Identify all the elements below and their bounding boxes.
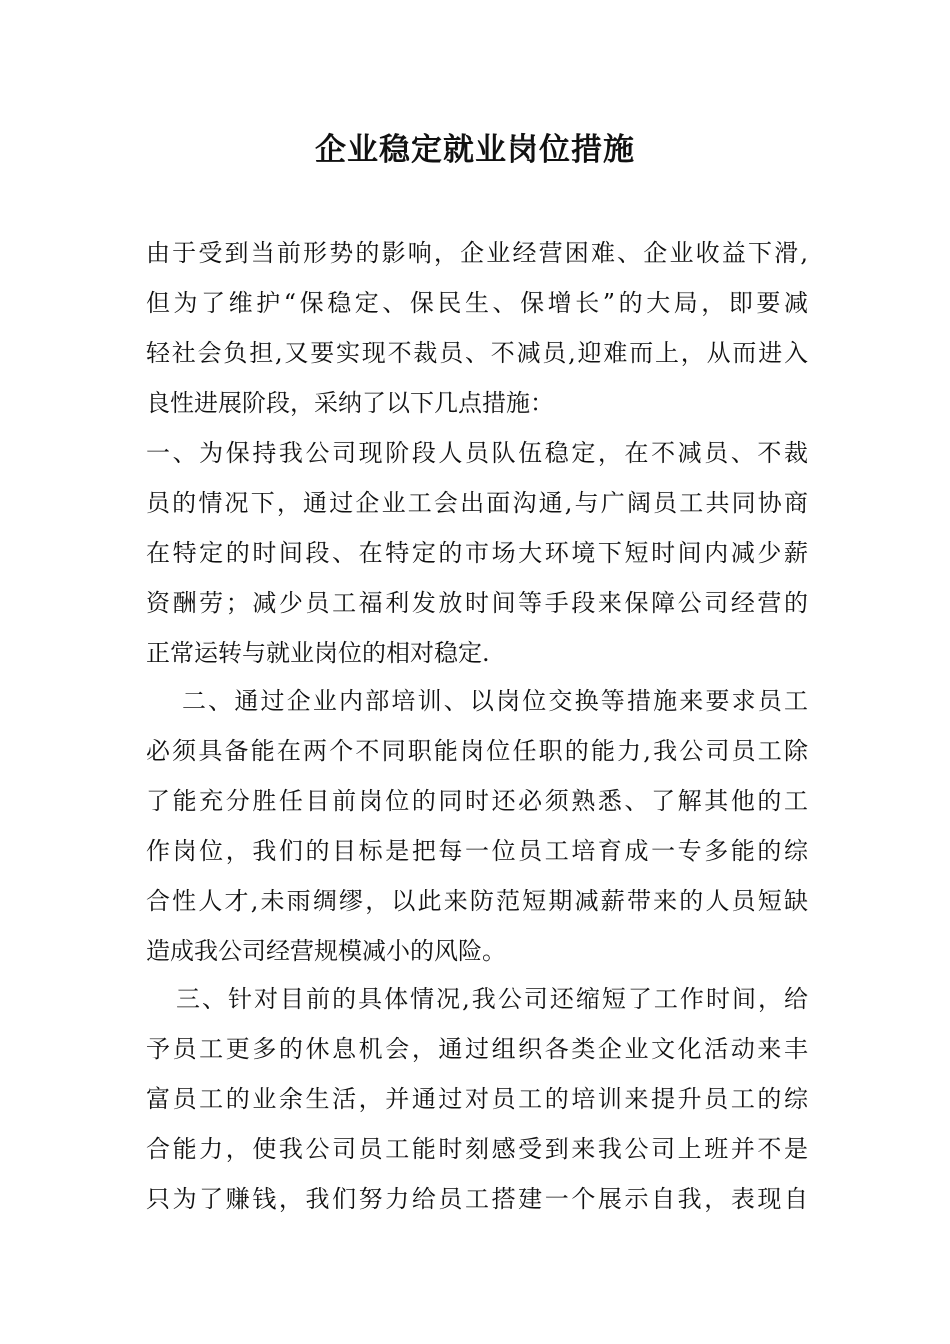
paragraph-intro-line-2: 但为了维护“保稳定、保民生、保增长”的大局，即要减: [146, 289, 808, 317]
paragraph-two-line-6: 造成我公司经营规模减小的风险。: [146, 937, 506, 965]
paragraph-three-line-2: 予员工更多的休息机会，通过组织各类企业文化活动来丰: [146, 1035, 808, 1063]
paragraph-one-line-5: 正常运转与就业岗位的相对稳定.: [146, 639, 490, 667]
document-title: 企业稳定就业岗位措施: [315, 132, 635, 168]
paragraph-one-line-3: 在特定的时间段、在特定的市场大环境下短时间内减少薪: [146, 539, 808, 567]
paragraph-one-line-2: 员的情况下，通过企业工会出面沟通,与广阔员工共同协商: [146, 489, 808, 517]
paragraph-two-line-3: 了能充分胜任目前岗位的同时还必须熟悉、了解其他的工: [146, 787, 808, 815]
paragraph-two-line-4: 作岗位，我们的目标是把每一位员工培育成一专多能的综: [146, 837, 808, 865]
paragraph-one-line-1: 一、为保持我公司现阶段人员队伍稳定，在不减员、不裁: [146, 439, 808, 467]
paragraph-three-line-1: 三、针对目前的具体情况,我公司还缩短了工作时间，给: [176, 985, 808, 1013]
paragraph-two-line-2: 必须具备能在两个不同职能岗位任职的能力,我公司员工除: [146, 737, 808, 765]
paragraph-intro-line-4: 良性进展阶段，采纳了以下几点措施：: [146, 389, 554, 417]
paragraph-intro-line-1: 由于受到当前形势的影响，企业经营困难、企业收益下滑,: [146, 239, 808, 267]
paragraph-three-line-4: 合能力，使我公司员工能时刻感受到来我公司上班并不是: [146, 1135, 808, 1163]
paragraph-intro-line-3: 轻社会负担,又要实现不裁员、不减员,迎难而上，从而进入: [146, 339, 808, 367]
paragraph-three-line-5: 只为了赚钱，我们努力给员工搭建一个展示自我，表现自: [146, 1185, 808, 1213]
paragraph-two-line-1: 二、通过企业内部培训、以岗位交换等措施来要求员工: [182, 687, 808, 715]
paragraph-one-line-4: 资酬劳；减少员工福利发放时间等手段来保障公司经营的: [146, 589, 808, 617]
paragraph-three-line-3: 富员工的业余生活，并通过对员工的培训来提升员工的综: [146, 1085, 808, 1113]
paragraph-two-line-5: 合性人才,未雨绸缪，以此来防范短期减薪带来的人员短缺: [146, 887, 808, 915]
